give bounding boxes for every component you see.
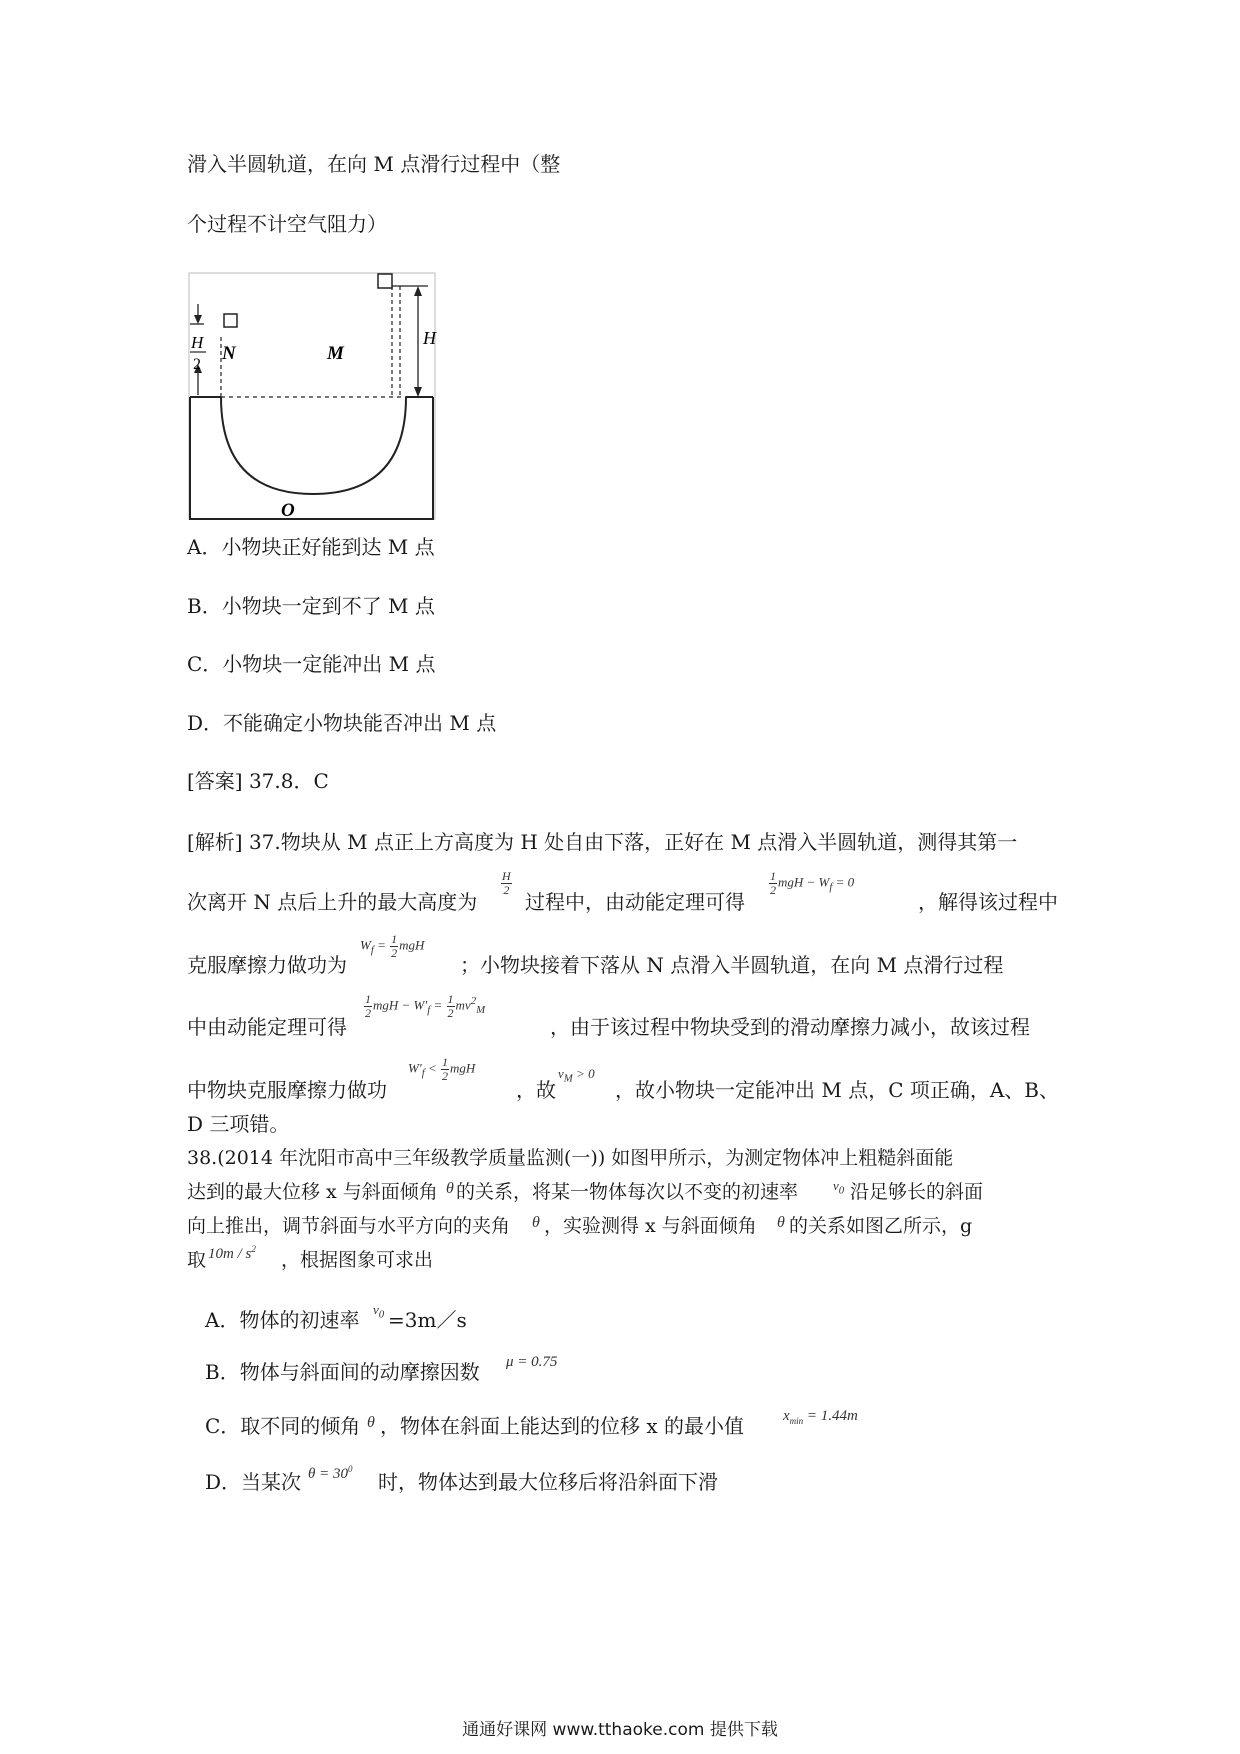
page-footer: 通通好课网 www.tthaoke.com 提供下载	[462, 1720, 778, 1740]
theta-symbol: θ	[532, 1214, 540, 1231]
q38-option-d-text: D．当某次	[205, 1470, 302, 1494]
q38-line-3c: 的关系如图乙所示，g	[789, 1215, 973, 1237]
analysis-line-1: [解析] 37.物块从 M 点正上方高度为 H 处自由下落，正好在 M 点滑入半圆轨道，测得其第一	[187, 830, 1018, 854]
formula-work-2: $W'_f$ < $\frac{1}{2}$ mgH	[408, 1055, 476, 1083]
q38-line-2c: 沿足够长的斜面	[850, 1181, 984, 1203]
theta-symbol: θ	[446, 1180, 454, 1197]
theta-30-formula: $\theta = 30^0$	[308, 1464, 353, 1482]
q38-line-1: 38.(2014 年沈阳市高中三年级教学质量监测(一)) 如图甲所示，为测定物体冲上粗糙斜面能	[187, 1147, 954, 1169]
q38-line-2b: 的关系，将某一物体每次以不变的初速率	[456, 1181, 799, 1203]
analysis-line-5c: ，故小物块一定能冲出 M 点，C 项正确，A、B、	[615, 1078, 1059, 1102]
q37-option-a: A．小物块正好能到达 M 点	[187, 535, 435, 559]
intro-line-1: 滑入半圆轨道，在向 M 点滑行过程中（整	[187, 152, 561, 176]
formula-energy-2: $\frac{1}{2}$ mgH − $W'_f$ = $\frac{1}{2}$ $mv^2_M$	[365, 992, 486, 1020]
v0-symbol: $v_0$	[373, 1302, 385, 1321]
analysis-line-2c: ，解得该过程中	[918, 890, 1058, 914]
xmin-formula: $x_{min} = 1.44m$	[783, 1408, 858, 1426]
q38-line-2a: 达到的最大位移 x 与斜面倾角	[187, 1181, 438, 1203]
formula-h-over-2: $\frac{H}{2}$	[502, 869, 511, 897]
q38-option-a-text: A．物体的初速率	[205, 1308, 360, 1332]
analysis-line-3b: ；小物块接着下落从 N 点滑入半圆轨道，在向 M 点滑行过程	[460, 953, 1004, 977]
q37-option-b: B．小物块一定到不了 M 点	[187, 594, 435, 618]
formula-energy-1: $\frac{1}{2}$ mgH − $W_f = 0$	[770, 869, 855, 897]
theta-symbol: θ	[777, 1214, 785, 1231]
analysis-line-3a: 克服摩擦力做功为	[187, 953, 347, 977]
q38-line-3b: ，实验测得 x 与斜面倾角	[544, 1215, 757, 1237]
analysis-line-2b: 过程中，由动能定理可得	[525, 890, 745, 914]
analysis-line-2a: 次离开 N 点后上升的最大高度为	[187, 890, 478, 914]
intro-line-2: 个过程不计空气阻力）	[187, 212, 387, 236]
q38-option-b-text: B．物体与斜面间的动摩擦因数	[205, 1360, 480, 1384]
q38-option-c-text2: ，物体在斜面上能达到的位移 x 的最小值	[380, 1414, 744, 1438]
q37-answer: [答案] 37.8．C	[187, 769, 329, 793]
block-left	[224, 314, 237, 327]
semicircle-track-diagram	[188, 272, 438, 522]
label-M: M	[327, 343, 344, 364]
block-top-right	[378, 274, 392, 288]
q38-line-3a: 向上推出，调节斜面与水平方向的夹角	[187, 1215, 511, 1237]
analysis-line-5b: ，故	[516, 1078, 556, 1102]
q37-option-d: D．不能确定小物块能否冲出 M 点	[187, 711, 497, 735]
label-H2-den: 2	[193, 356, 201, 373]
q38-line-4b: ，根据图象可求出	[281, 1249, 434, 1271]
q37-option-c: C．小物块一定能冲出 M 点	[187, 652, 436, 676]
analysis-line-5a: 中物块克服摩擦力做功	[187, 1078, 387, 1102]
analysis-line-6: D 三项错。	[187, 1112, 290, 1136]
analysis-line-4b: ，由于该过程中物块受到的滑动摩擦力减小，故该过程	[550, 1015, 1030, 1039]
g-value: $10m / s^2$	[208, 1244, 256, 1262]
v0-symbol: $v_0$	[833, 1178, 845, 1197]
formula-velocity: $v_M > 0$	[558, 1066, 595, 1085]
q38-option-c-text: C．取不同的倾角	[205, 1414, 361, 1438]
theta-symbol: θ	[367, 1414, 375, 1431]
label-H2-num: H	[191, 333, 204, 352]
label-O: O	[281, 500, 295, 521]
q38-line-4a: 取	[187, 1249, 207, 1271]
analysis-line-4a: 中由动能定理可得	[187, 1015, 347, 1039]
formula-work-1: $W_f$ = $\frac{1}{2}$ mgH	[360, 932, 425, 960]
q38-option-a-value: =3m／s	[388, 1308, 467, 1332]
label-N: N	[222, 343, 236, 364]
label-H: H	[423, 328, 436, 348]
q38-option-d-text2: 时，物体达到最大位移后将沿斜面下滑	[378, 1470, 718, 1494]
mu-formula: μ = 0.75	[506, 1354, 558, 1370]
